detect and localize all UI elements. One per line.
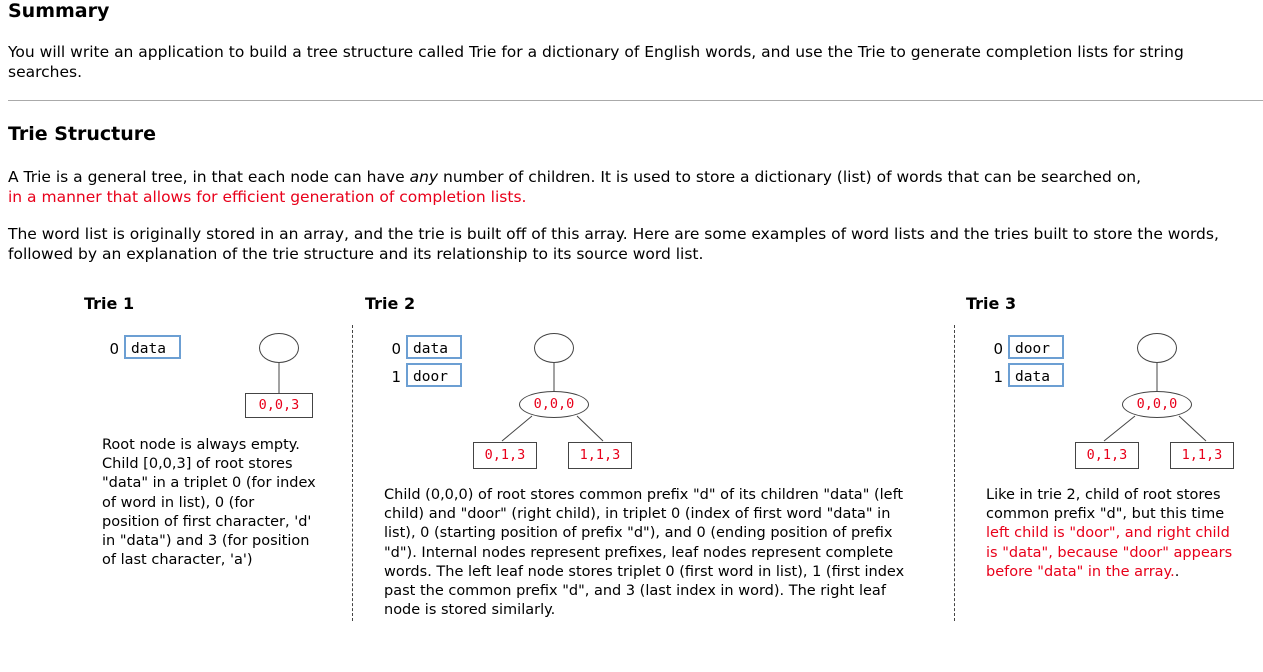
trie1-desc-line: Child [0,0,3] of root stores (102, 456, 293, 473)
trie1-root-node (259, 333, 299, 363)
trie3-desc-line: common prefix "d", but this time (986, 506, 1225, 523)
trie3-desc-line: Like in trie 2, child of root stores (986, 487, 1221, 503)
trie2-right-leaf: 1,1,3 (568, 442, 632, 469)
trie3-word-index-1: 1 (993, 368, 1003, 386)
summary-heading: Summary (8, 0, 110, 22)
trie2-left-leaf: 0,1,3 (473, 442, 537, 469)
trie2-desc-line: words. The left leaf node stores triplet 0 (first word in list), 1 (first index (384, 563, 905, 580)
trie1-title: Trie 1 (84, 294, 135, 313)
structure-para2-line2: followed by an explanation of the trie structure and its relationship to its source word list. (8, 245, 704, 263)
structure-para1-line1: A Trie is a general tree, in that each node can have any number of children. It is used to store a dictionary (list) of words that can be searched on, (8, 168, 1142, 186)
trie3-word-cell-1: data (1008, 363, 1064, 387)
trie2-internal-node: 0,0,0 (519, 391, 589, 418)
trie2-title: Trie 2 (365, 294, 416, 313)
trie1-desc-line: position of first character, 'd' (102, 513, 312, 530)
trie3-edge-internal-left (1104, 416, 1135, 441)
structure-para1-line2: in a manner that allows for efficient generation of completion lists. (8, 188, 527, 206)
trie3-root-node (1137, 333, 1177, 363)
trie1-desc-line: Root node is always empty. (102, 437, 300, 453)
trie2-desc-line: node is stored similarly. (384, 602, 556, 619)
trie-separator-1 (352, 325, 353, 621)
trie2-edge-internal-right (577, 416, 603, 441)
trie3-edge-internal-right (1179, 416, 1206, 441)
trie2-desc-line: "d"). Internal nodes represent prefixes, leaf nodes represent complete (384, 544, 894, 561)
trie2-word-cell-1: door (406, 363, 462, 387)
trie1-word-index: 0 (109, 340, 119, 358)
trie2-edge-internal-left (502, 416, 532, 441)
trie2-word-index-0: 0 (391, 340, 401, 358)
trie3-desc-line-last: before "data" in the array.. (986, 563, 1180, 580)
trie3-word-cell-0: door (1008, 335, 1064, 359)
trie1-desc-line: of last character, 'a') (102, 552, 253, 569)
trie1-description (102, 436, 342, 570)
trie1-desc-line: "data" in a triplet 0 (for index (102, 475, 316, 492)
trie3-desc-line-red: is "data", because "door" appears (986, 544, 1233, 561)
trie3-word-index-0: 0 (993, 340, 1003, 358)
trie2-word-index-1: 1 (391, 368, 401, 386)
trie1-leaf-node: 0,0,3 (245, 393, 313, 418)
summary-line-2: searches. (8, 63, 83, 81)
trie2-word-cell-0: data (406, 335, 462, 359)
trie3-right-leaf: 1,1,3 (1170, 442, 1234, 469)
trie2-description (384, 486, 944, 620)
structure-para2-line1: The word list is originally stored in an array, and the trie is built off of this array. Here are some examples of word lists and the tries built to store the words, (8, 225, 1219, 243)
trie2-root-node (534, 333, 574, 363)
trie3-title: Trie 3 (966, 294, 1017, 313)
trie2-desc-line: child) and "door" (right child), in triplet 0 (index of first word "data" in (384, 506, 891, 523)
trie2-desc-line: past the common prefix "d", and 3 (last index in word). The right leaf (384, 583, 886, 600)
trie2-desc-line: list), 0 (starting position of prefix "d"), and 0 (ending position of prefix (384, 525, 893, 542)
summary-line-1: You will write an application to build a tree structure called Trie for a dictionary of English words, and use the Trie to generate completion lists for string (8, 43, 1184, 61)
trie1-word-cell: data (124, 335, 181, 359)
trie2-desc-line: Child (0,0,0) of root stores common prefix "d" of its children "data" (left (384, 487, 904, 503)
trie3-internal-node: 0,0,0 (1122, 391, 1192, 418)
trie1-desc-line: of word in list), 0 (for (102, 494, 255, 511)
trie-separator-2 (954, 325, 955, 621)
trie3-description (986, 486, 1256, 582)
trie1-desc-line: in "data") and 3 (for position (102, 533, 310, 550)
trie3-desc-line-red: left child is "door", and right child (986, 525, 1230, 542)
trie-structure-heading: Trie Structure (8, 123, 157, 145)
trie3-left-leaf: 0,1,3 (1075, 442, 1139, 469)
